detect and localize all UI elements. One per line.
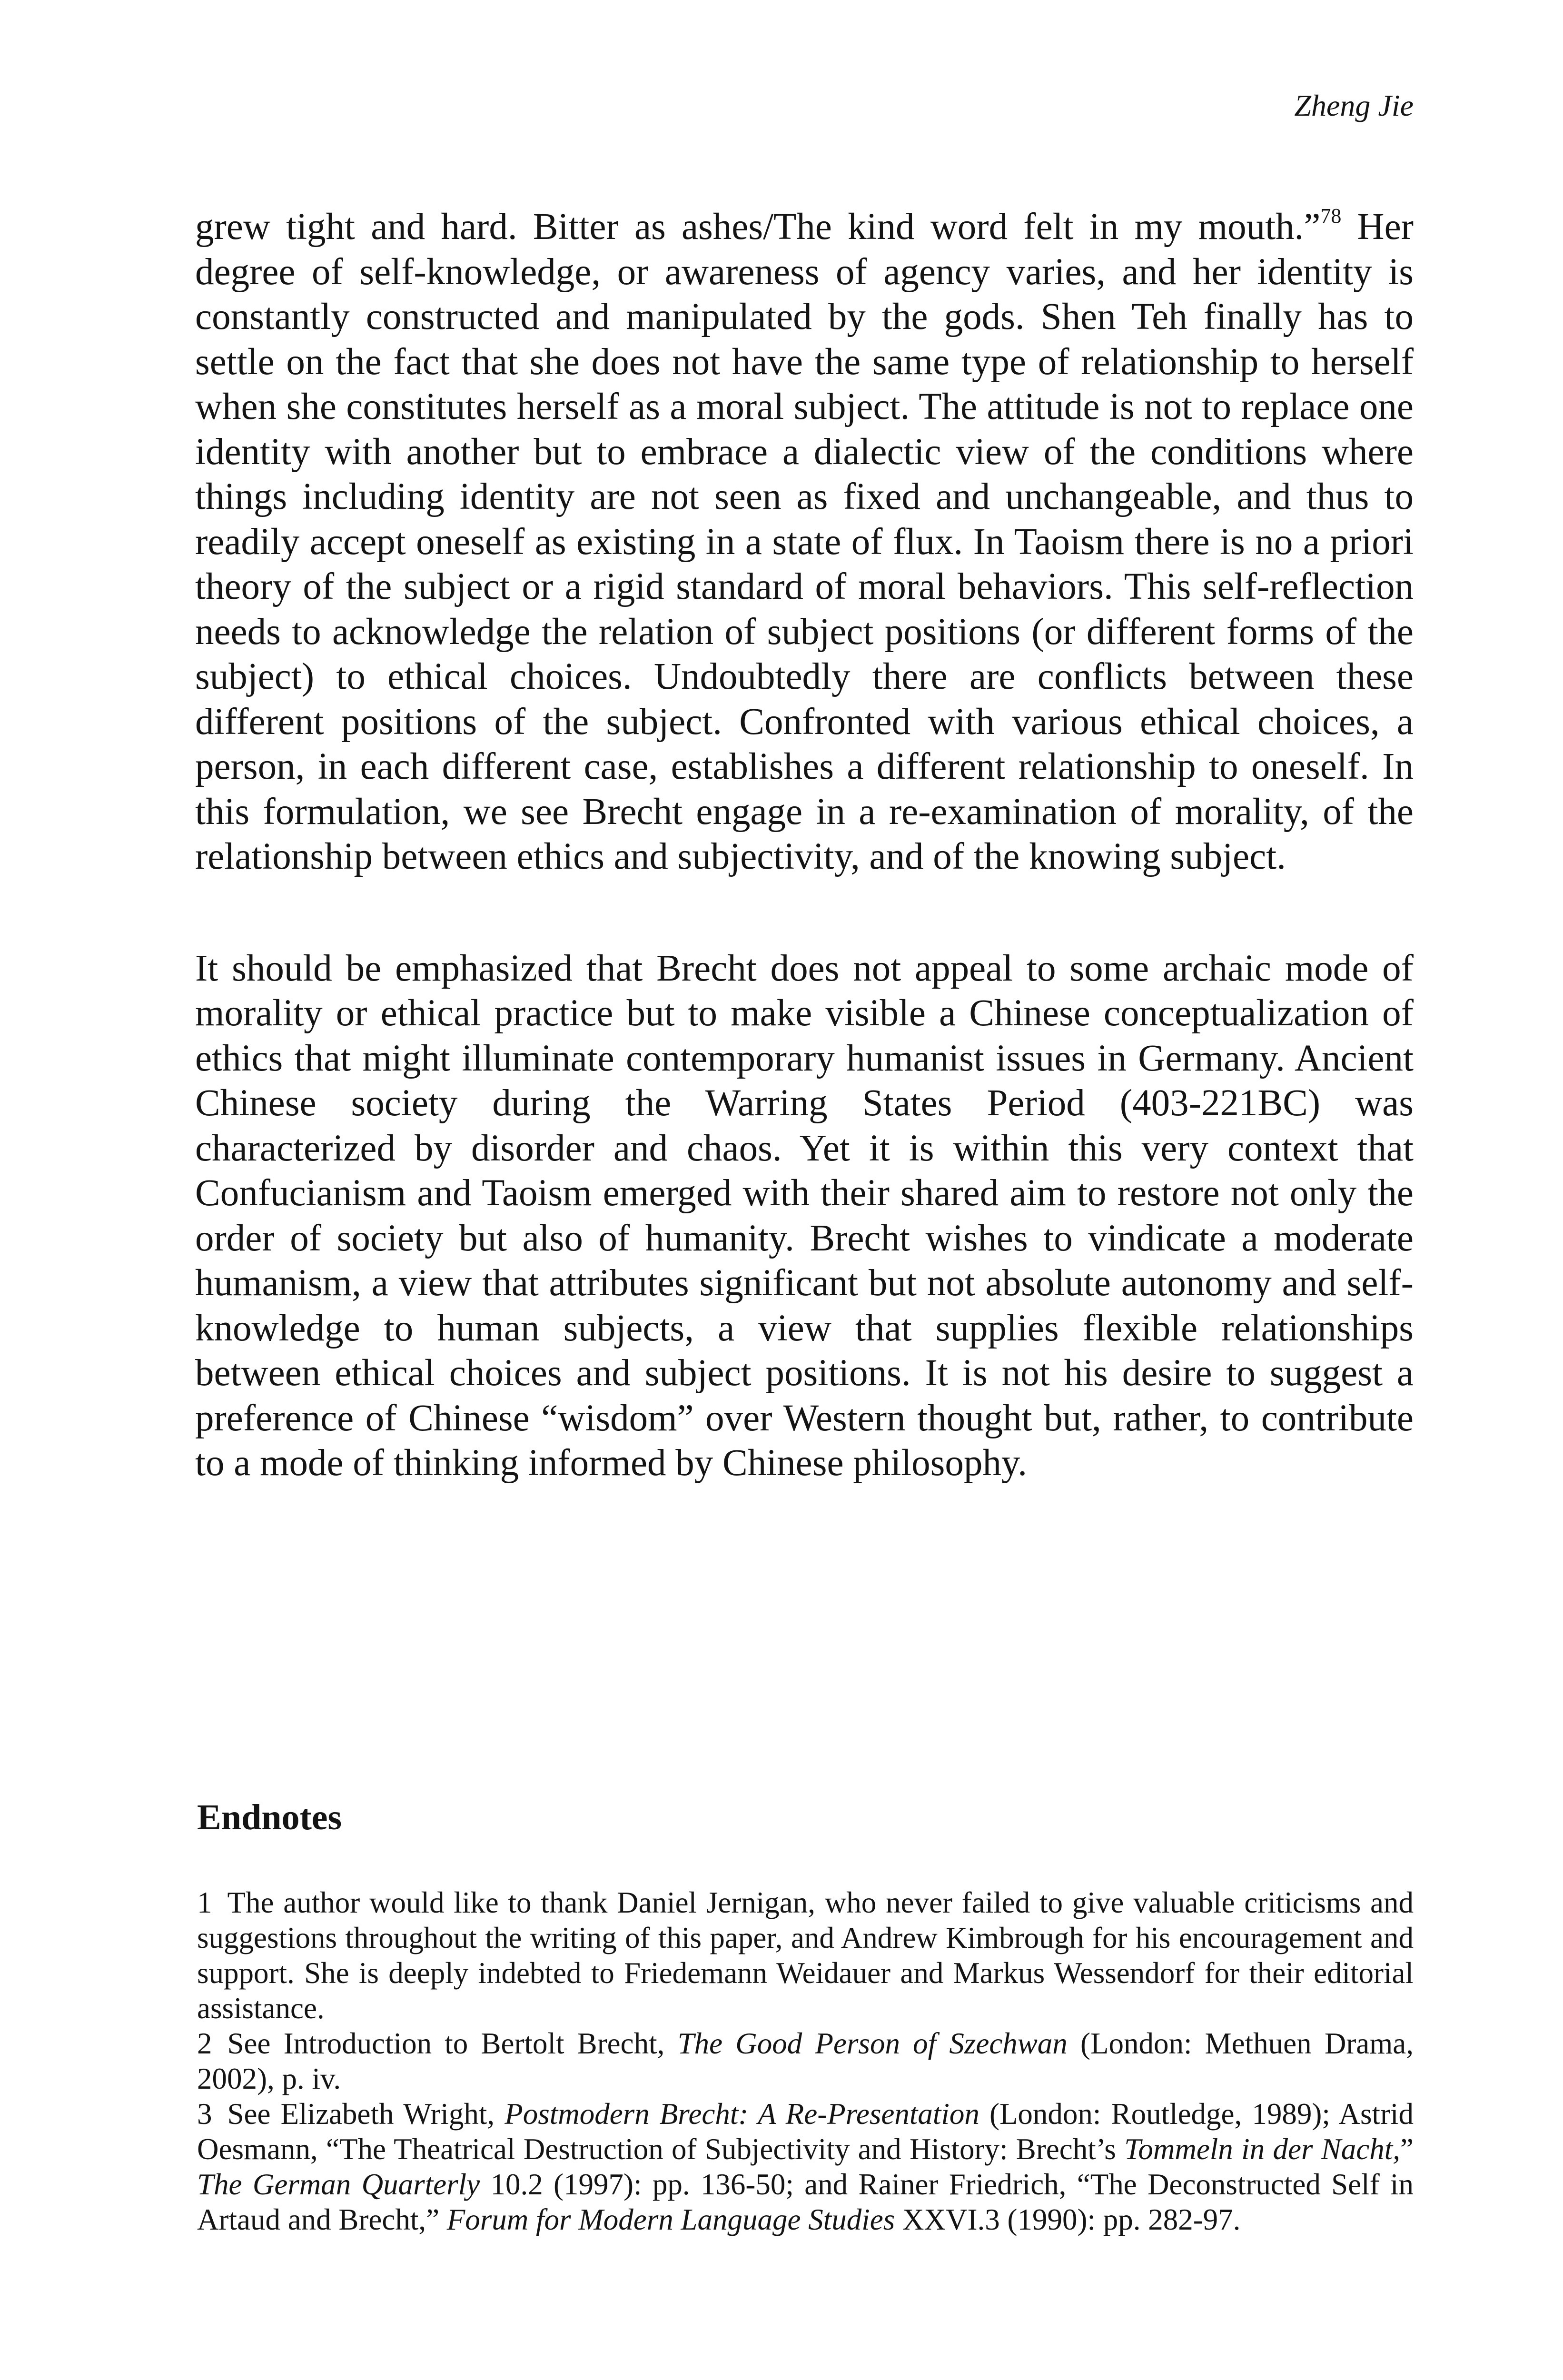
endnote-title: Postmodern Brecht: A Re-Presentation bbox=[505, 2097, 979, 2131]
endnote-text: (London: Methuen Drama, 2002), p. iv. bbox=[197, 2027, 1414, 2095]
endnote-text: (London: Routledge, 1989); Astrid Oesmann, “The Theatrical Destruction of Subjectivity and History: Brecht’s bbox=[197, 2097, 1414, 2166]
running-head-author: Zheng Jie bbox=[1294, 89, 1414, 122]
endnote-text: XXVI.3 (1990): pp. 282-97. bbox=[895, 2203, 1241, 2236]
endnote-title: Forum for Modern Language Studies bbox=[446, 2203, 895, 2236]
paragraph-1 bbox=[195, 205, 1414, 880]
endnote-title: The Good Person of Szechwan bbox=[677, 2027, 1068, 2060]
paragraph-1-rest: Her degree of self-knowledge, or awareness of agency varies, and her identity is constantly constructed and manipulated by the gods. Shen Teh finally has to settle on the fact that she does not have the same type of relationship to herself when she constitutes herself as a moral subject. The attitude is not to replace one identity with another but to embrace a dialectic view of the conditions where things including identity are not seen as fixed and unchangeable, and thus to readily accept oneself as existing in a state of flux. In Taoism there is no a priori theory of the subject or a rigid standard of moral behaviors. This self-reflection needs to acknowledge the relation of subject positions (or different forms of the subject) to ethical choices. Undoubtedly there are conflicts between these different positions of the subject. Confronted with various ethical choices, a person, in each different case, establishes a different relationship to oneself. In this formulation, we see Brecht engage in a re-examination of morality, of the relationship between ethics and subjectivity, and of the knowing subject. bbox=[195, 206, 1414, 877]
endnote-text: ” bbox=[1400, 2132, 1414, 2166]
body-text bbox=[195, 205, 1414, 1486]
endnote-3 bbox=[197, 2096, 1414, 2237]
endnote-text: 10.2 (1997): pp. 136-50; and Rainer Friedrich, “The Deconstructed Self in Artaud and Brecht,” bbox=[197, 2168, 1414, 2236]
paragraph-2: It should be emphasized that Brecht does not appeal to some archaic mode of morality or ethical practice but to make visible a Chinese conceptualization of ethics that might illuminate contemporary humanist issues in Germany. Ancient Chinese society during the Warring States Period (403-221BC) was characterized by disorder and chaos. Yet it is within this very context that Confucianism and Taoism emerged with their shared aim to restore not only the order of society but also of humanity. Brecht wishes to vindicate a moderate humanism, a view that attributes significant but not absolute autonomy and self-knowledge to human subjects, a view that supplies flexible relationships between ethical choices and subject positions. It is not his desire to suggest a preference of Chinese “wisdom” over Western thought but, rather, to contribute to a mode of thinking informed by Chinese philosophy. bbox=[195, 947, 1414, 1484]
endnote-2 bbox=[197, 2026, 1414, 2096]
endnotes-list bbox=[197, 1885, 1414, 2237]
endnote-text: The author would like to thank Daniel Jernigan, who never failed to give valuable criticisms and suggestions throughout the writing of this paper, and Andrew Kimbrough for his encouragement and support. She is deeply indebted to Friedemann Weidauer and Markus Wessendorf for their editorial assistance. bbox=[197, 1886, 1414, 2025]
endnote-1 bbox=[197, 1885, 1414, 2026]
endnote-number: 2 bbox=[197, 2027, 212, 2060]
endnote-number: 1 bbox=[197, 1886, 212, 1919]
endnote-number: 3 bbox=[197, 2097, 212, 2131]
endnotes-heading: Endnotes bbox=[197, 1797, 342, 1837]
endnote-title: Tommeln in der Nacht, bbox=[1124, 2132, 1401, 2166]
paragraph-1-start: grew tight and hard. Bitter as ashes/The kind word felt in my mouth.” bbox=[195, 206, 1321, 248]
footnote-ref-78: 78 bbox=[1320, 204, 1342, 228]
endnote-title: The German Quarterly bbox=[197, 2168, 480, 2201]
endnote-text: See Introduction to Bertolt Brecht, bbox=[227, 2027, 678, 2060]
endnote-text: See Elizabeth Wright, bbox=[227, 2097, 505, 2131]
